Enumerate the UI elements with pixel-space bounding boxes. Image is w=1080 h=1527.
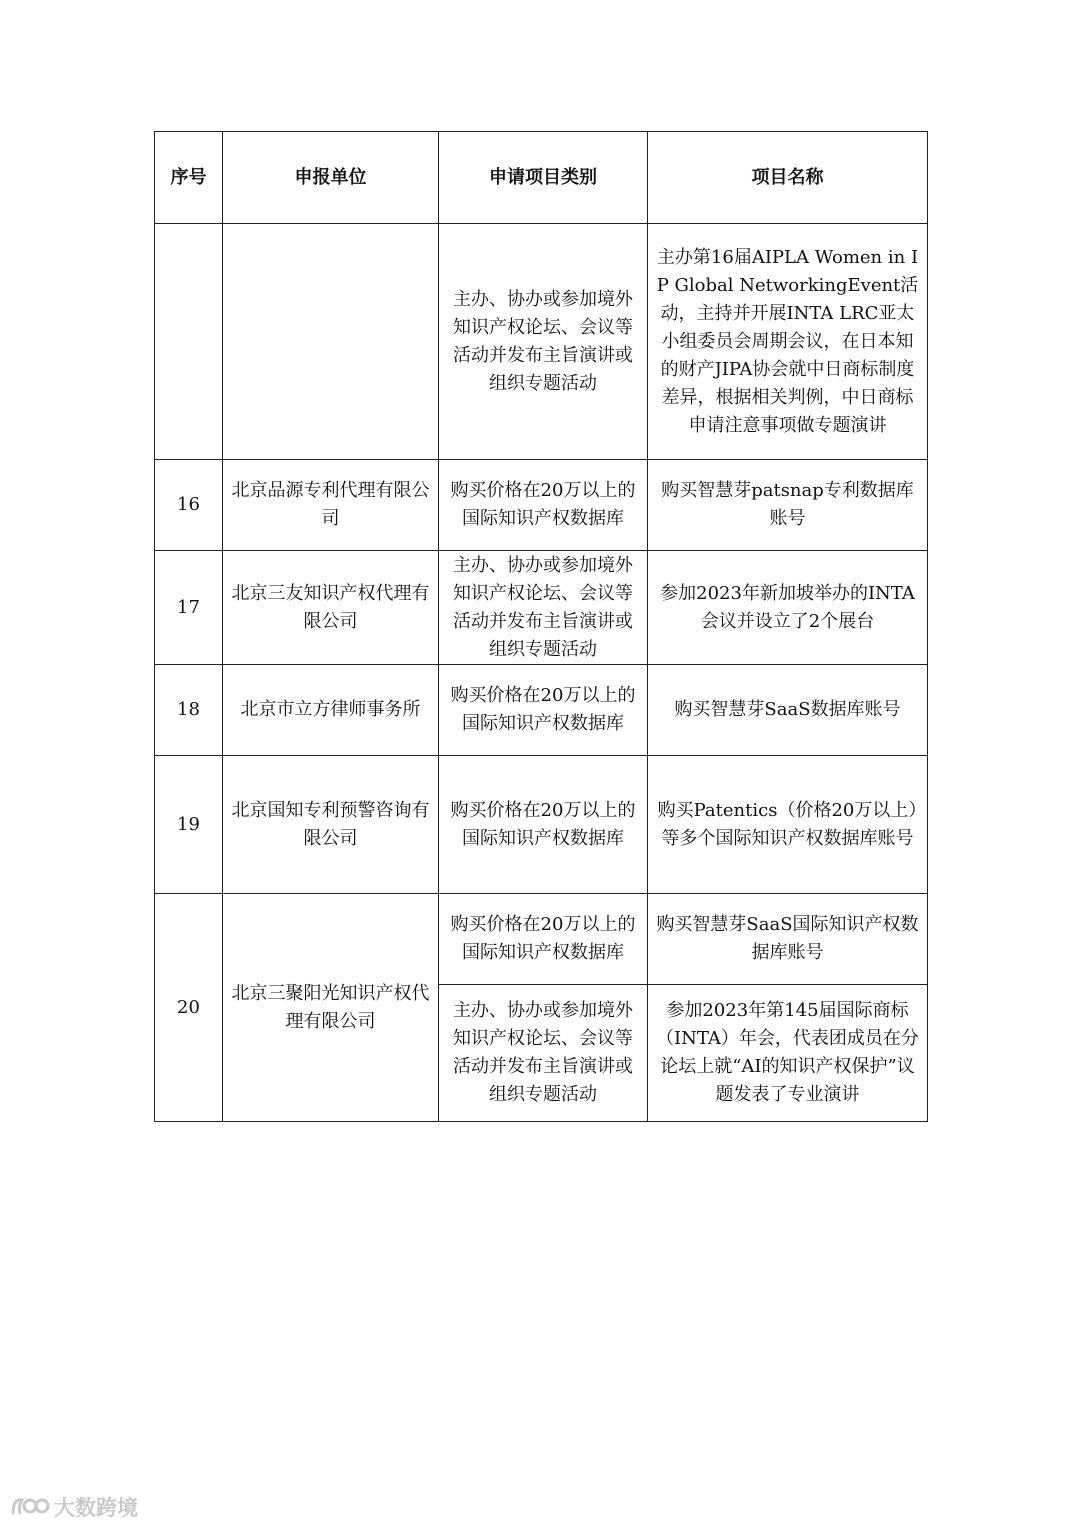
header-unit: 申报单位 (223, 132, 439, 224)
cell-category: 主办、协办或参加境外知识产权论坛、会议等活动并发布主旨演讲或组织专题活动 (439, 985, 648, 1122)
cell-no: 20 (155, 894, 223, 1122)
watermark-text: 大数跨境 (54, 1496, 138, 1520)
cell-unit: 北京品源专利代理有限公司 (223, 460, 439, 551)
cell-no: 18 (155, 665, 223, 756)
cell-unit: 北京三聚阳光知识产权代理有限公司 (223, 894, 439, 1122)
cell-unit: 北京国知专利预警咨询有限公司 (223, 756, 439, 894)
table-row (155, 551, 928, 665)
cell-category: 购买价格在20万以上的国际知识产权数据库 (439, 756, 648, 894)
header-no: 序号 (155, 132, 223, 224)
cell-name: 参加2023年第145届国际商标（INTA）年会，代表团成员在分论坛上就“AI的知识产权保护”议题发表了专业演讲 (648, 985, 928, 1122)
cell-category: 购买价格在20万以上的国际知识产权数据库 (439, 460, 648, 551)
cell-name: 购买智慧芽SaaS数据库账号 (648, 665, 928, 756)
cell-name: 主办第16届AIPLA Women in IP Global NetworkingEvent活动，主持并开展INTA LRC亚太小组委员会周期会议，在日本知的财产JIPA协会就中日商标制度差异，根据相关判例，中日商标申请注意事项做专题演讲 (648, 224, 928, 460)
cell-category: 主办、协办或参加境外知识产权论坛、会议等活动并发布主旨演讲或组织专题活动 (439, 551, 648, 665)
cell-category: 购买价格在20万以上的国际知识产权数据库 (439, 894, 648, 985)
cell-no: 19 (155, 756, 223, 894)
cell-no: 16 (155, 460, 223, 551)
table-row (155, 894, 928, 985)
watermark (10, 1492, 138, 1522)
cell-name: 购买智慧芽patsnap专利数据库账号 (648, 460, 928, 551)
cell-category: 主办、协办或参加境外知识产权论坛、会议等活动并发布主旨演讲或组织专题活动 (439, 224, 648, 460)
header-name: 项目名称 (648, 132, 928, 224)
table-row (155, 224, 928, 460)
header-category: 申请项目类别 (439, 132, 648, 224)
brand-logo-icon (10, 1494, 50, 1520)
table-row (155, 665, 928, 756)
cell-unit (223, 224, 439, 460)
cell-unit: 北京三友知识产权代理有限公司 (223, 551, 439, 665)
cell-category: 购买价格在20万以上的国际知识产权数据库 (439, 665, 648, 756)
cell-name: 购买智慧芽SaaS国际知识产权数据库账号 (648, 894, 928, 985)
cell-unit: 北京市立方律师事务所 (223, 665, 439, 756)
cell-no: 17 (155, 551, 223, 665)
cell-name: 购买Patentics（价格20万以上）等多个国际知识产权数据库账号 (648, 756, 928, 894)
cell-no (155, 224, 223, 460)
project-table (154, 131, 928, 1122)
table-header-row (155, 132, 928, 224)
table-row (155, 756, 928, 894)
table-row (155, 460, 928, 551)
cell-name: 参加2023年新加坡举办的INTA会议并设立了2个展台 (648, 551, 928, 665)
